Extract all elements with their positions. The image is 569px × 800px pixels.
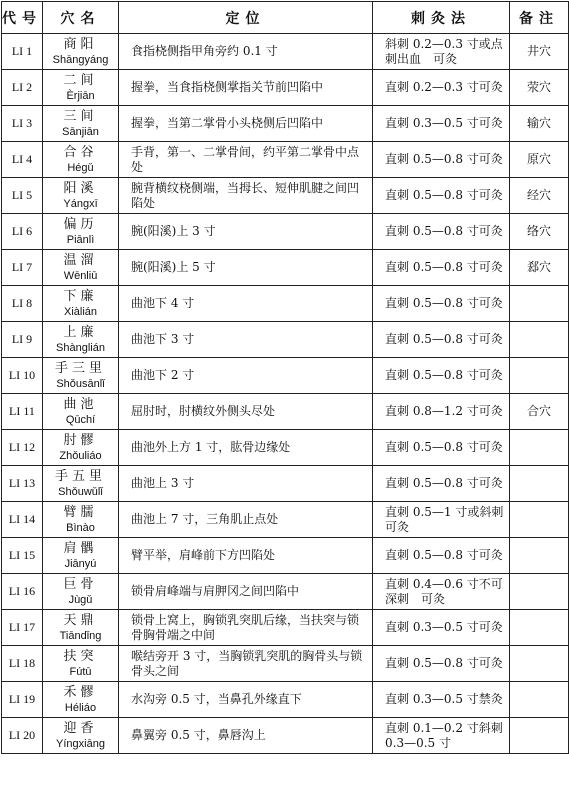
- point-note: 络穴: [510, 214, 569, 250]
- point-technique: 直刺 0.2—0.3 寸可灸: [373, 70, 510, 106]
- point-location: 腕背横纹桡侧端，当拇长、短伸肌腱之间凹陷处: [119, 178, 373, 214]
- table-row: [2, 502, 569, 538]
- point-name-pinyin: Qūchí: [65, 413, 96, 426]
- point-name-chinese: 三间: [63, 108, 98, 124]
- table-row: [2, 70, 569, 106]
- point-note: 井穴: [510, 34, 569, 70]
- point-name-chinese: 肘髎: [63, 432, 98, 448]
- point-note: 输穴: [510, 106, 569, 142]
- point-name-pinyin: Shāngyáng: [52, 53, 109, 66]
- point-name: [43, 574, 119, 610]
- point-note: [510, 682, 569, 718]
- header-name: 穴名: [43, 2, 119, 34]
- point-technique: 直刺 0.5—0.8 寸可灸: [373, 250, 510, 286]
- point-location: 水沟旁 0.5 寸，当鼻孔外缘直下: [119, 682, 373, 718]
- point-name-chinese: 二间: [63, 72, 98, 88]
- point-name-chinese: 下廉: [63, 288, 98, 304]
- table-row: [2, 34, 569, 70]
- point-name: [43, 178, 119, 214]
- point-location: 曲池下 2 寸: [119, 358, 373, 394]
- point-name-pinyin: Xiàlián: [63, 305, 98, 318]
- point-location: 曲池上 7 寸，三角肌止点处: [119, 502, 373, 538]
- point-name: [43, 466, 119, 502]
- point-code: LI 2: [2, 70, 43, 106]
- table-row: [2, 286, 569, 322]
- point-technique: 直刺 0.5—0.8 寸可灸: [373, 358, 510, 394]
- point-technique: 直刺 0.5—0.8 寸可灸: [373, 466, 510, 502]
- point-name-chinese: 手三里: [54, 360, 106, 376]
- point-technique: 直刺 0.1—0.2 寸斜刺 0.3—0.5 寸: [373, 718, 510, 754]
- point-code: LI 18: [2, 646, 43, 682]
- table-row: [2, 358, 569, 394]
- point-code: LI 19: [2, 682, 43, 718]
- point-code: LI 6: [2, 214, 43, 250]
- point-technique: 直刺 0.4—0.6 寸不可深刺 可灸: [373, 574, 510, 610]
- point-name-pinyin: Shǒuwǔlǐ: [58, 485, 103, 498]
- point-note: 合穴: [510, 394, 569, 430]
- point-note: [510, 646, 569, 682]
- point-code: LI 10: [2, 358, 43, 394]
- point-name-chinese: 扶突: [63, 648, 98, 664]
- point-code: LI 13: [2, 466, 43, 502]
- table-row: [2, 430, 569, 466]
- point-name: [43, 430, 119, 466]
- point-name-pinyin: Tiāndǐng: [59, 629, 102, 642]
- point-name-chinese: 商阳: [63, 36, 98, 52]
- point-location: 腕(阳溪)上 3 寸: [119, 214, 373, 250]
- point-name-pinyin: Bìnào: [66, 521, 95, 534]
- point-name: [43, 358, 119, 394]
- table-row: [2, 142, 569, 178]
- table-row: [2, 466, 569, 502]
- point-technique: 直刺 0.5—0.8 寸可灸: [373, 322, 510, 358]
- point-note: [510, 286, 569, 322]
- point-name: [43, 34, 119, 70]
- table-row: [2, 250, 569, 286]
- table-row: [2, 322, 569, 358]
- point-code: LI 8: [2, 286, 43, 322]
- point-note: [510, 358, 569, 394]
- point-technique: 直刺 0.5—0.8 寸可灸: [373, 178, 510, 214]
- point-name: [43, 538, 119, 574]
- acupoint-table: [1, 1, 569, 754]
- point-note: [510, 718, 569, 754]
- point-location: 握拳，当第二掌骨小头桡侧后凹陷中: [119, 106, 373, 142]
- point-name-chinese: 偏历: [63, 216, 98, 232]
- point-name-pinyin: Jiānyú: [64, 557, 97, 570]
- point-technique: 直刺 0.8—1.2 寸可灸: [373, 394, 510, 430]
- point-name-chinese: 天鼎: [63, 612, 98, 628]
- point-location: 握拳，当食指桡侧掌指关节前凹陷中: [119, 70, 373, 106]
- point-name-pinyin: Yángxī: [63, 197, 98, 210]
- point-name: [43, 250, 119, 286]
- point-technique: 直刺 0.5—1 寸或斜刺 可灸: [373, 502, 510, 538]
- table-row: [2, 610, 569, 646]
- point-note: 荥穴: [510, 70, 569, 106]
- point-location: 曲池下 3 寸: [119, 322, 373, 358]
- point-name-pinyin: Èrjiān: [66, 89, 95, 102]
- table-header: [2, 2, 569, 34]
- point-technique: 斜刺 0.2—0.3 寸或点刺出血 可灸: [373, 34, 510, 70]
- point-technique: 直刺 0.5—0.8 寸可灸: [373, 286, 510, 322]
- point-location: 曲池下 4 寸: [119, 286, 373, 322]
- point-name-pinyin: Piānlì: [66, 233, 95, 246]
- header-note: 备注: [510, 2, 569, 34]
- point-name: [43, 646, 119, 682]
- table-body: [2, 34, 569, 754]
- point-technique: 直刺 0.5—0.8 寸可灸: [373, 538, 510, 574]
- header-location: 定位: [119, 2, 373, 34]
- point-note: [510, 610, 569, 646]
- point-note: 经穴: [510, 178, 569, 214]
- point-code: LI 14: [2, 502, 43, 538]
- point-name: [43, 142, 119, 178]
- point-code: LI 1: [2, 34, 43, 70]
- table-row: [2, 574, 569, 610]
- point-name-chinese: 禾髎: [63, 684, 98, 700]
- point-name: [43, 322, 119, 358]
- point-name-pinyin: Jùgǔ: [68, 593, 93, 606]
- point-name-pinyin: Fútū: [69, 665, 92, 678]
- point-name: [43, 610, 119, 646]
- point-code: LI 7: [2, 250, 43, 286]
- point-location: 食指桡侧指甲角旁约 0.1 寸: [119, 34, 373, 70]
- point-name-chinese: 合谷: [63, 144, 98, 160]
- point-name-pinyin: Héliáo: [64, 701, 97, 714]
- point-location: 曲池外上方 1 寸，肱骨边缘处: [119, 430, 373, 466]
- point-name-pinyin: Wēnliū: [63, 269, 98, 282]
- point-name: [43, 394, 119, 430]
- point-location: 锁骨肩峰端与肩胛冈之间凹陷中: [119, 574, 373, 610]
- table-row: [2, 538, 569, 574]
- point-code: LI 3: [2, 106, 43, 142]
- point-name-chinese: 曲池: [63, 396, 98, 412]
- point-name-chinese: 迎香: [63, 720, 98, 736]
- table-row: [2, 106, 569, 142]
- point-code: LI 5: [2, 178, 43, 214]
- header-row: [2, 2, 569, 34]
- point-code: LI 20: [2, 718, 43, 754]
- point-note: [510, 574, 569, 610]
- point-note: 郄穴: [510, 250, 569, 286]
- point-note: [510, 466, 569, 502]
- table-row: [2, 178, 569, 214]
- point-name-pinyin: Zhǒuliáo: [59, 449, 102, 462]
- point-code: LI 4: [2, 142, 43, 178]
- point-name: [43, 286, 119, 322]
- point-location: 锁骨上窝上，胸锁乳突肌后缘，当扶突与锁骨胸骨端之中间: [119, 610, 373, 646]
- point-name-pinyin: Sānjiān: [62, 125, 99, 138]
- point-note: [510, 502, 569, 538]
- point-technique: 直刺 0.3—0.5 寸可灸: [373, 106, 510, 142]
- header-technique: 刺灸法: [373, 2, 510, 34]
- point-location: 臂平举，肩峰前下方凹陷处: [119, 538, 373, 574]
- point-name: [43, 718, 119, 754]
- point-name: [43, 682, 119, 718]
- point-name-chinese: 臂臑: [63, 504, 98, 520]
- point-name-chinese: 手五里: [54, 468, 106, 484]
- point-name: [43, 502, 119, 538]
- table-row: [2, 718, 569, 754]
- table-row: [2, 214, 569, 250]
- point-technique: 直刺 0.5—0.8 寸可灸: [373, 142, 510, 178]
- point-technique: 直刺 0.5—0.8 寸可灸: [373, 430, 510, 466]
- point-name-chinese: 阳溪: [63, 180, 98, 196]
- point-technique: 直刺 0.3—0.5 寸禁灸: [373, 682, 510, 718]
- point-location: 屈肘时，肘横纹外侧头尽处: [119, 394, 373, 430]
- table-row: [2, 394, 569, 430]
- point-note: [510, 430, 569, 466]
- point-name-chinese: 上廉: [63, 324, 98, 340]
- point-code: LI 12: [2, 430, 43, 466]
- point-name-pinyin: Yíngxiāng: [56, 737, 105, 750]
- point-location: 曲池上 3 寸: [119, 466, 373, 502]
- point-location: 腕(阳溪)上 5 寸: [119, 250, 373, 286]
- point-note: [510, 538, 569, 574]
- point-name-chinese: 温溜: [63, 252, 98, 268]
- point-location: 手背，第一、二掌骨间，约平第二掌骨中点处: [119, 142, 373, 178]
- point-name: [43, 106, 119, 142]
- point-code: LI 15: [2, 538, 43, 574]
- point-name-chinese: 肩髃: [63, 540, 98, 556]
- point-name-pinyin: Shǒusānlǐ: [56, 377, 105, 390]
- point-technique: 直刺 0.3—0.5 寸可灸: [373, 610, 510, 646]
- point-code: LI 16: [2, 574, 43, 610]
- point-location: 鼻翼旁 0.5 寸，鼻唇沟上: [119, 718, 373, 754]
- point-code: LI 9: [2, 322, 43, 358]
- point-name-chinese: 巨骨: [63, 576, 98, 592]
- point-technique: 直刺 0.5—0.8 寸可灸: [373, 646, 510, 682]
- point-name: [43, 214, 119, 250]
- point-name-pinyin: Hégǔ: [67, 161, 94, 174]
- point-note: 原穴: [510, 142, 569, 178]
- point-technique: 直刺 0.5—0.8 寸可灸: [373, 214, 510, 250]
- point-name-pinyin: Shànglián: [56, 341, 105, 354]
- point-note: [510, 322, 569, 358]
- table-row: [2, 682, 569, 718]
- point-location: 喉结旁开 3 寸，当胸锁乳突肌的胸骨头与锁骨头之间: [119, 646, 373, 682]
- point-code: LI 11: [2, 394, 43, 430]
- table-row: [2, 646, 569, 682]
- point-code: LI 17: [2, 610, 43, 646]
- header-code: 代号: [2, 2, 43, 34]
- point-name: [43, 70, 119, 106]
